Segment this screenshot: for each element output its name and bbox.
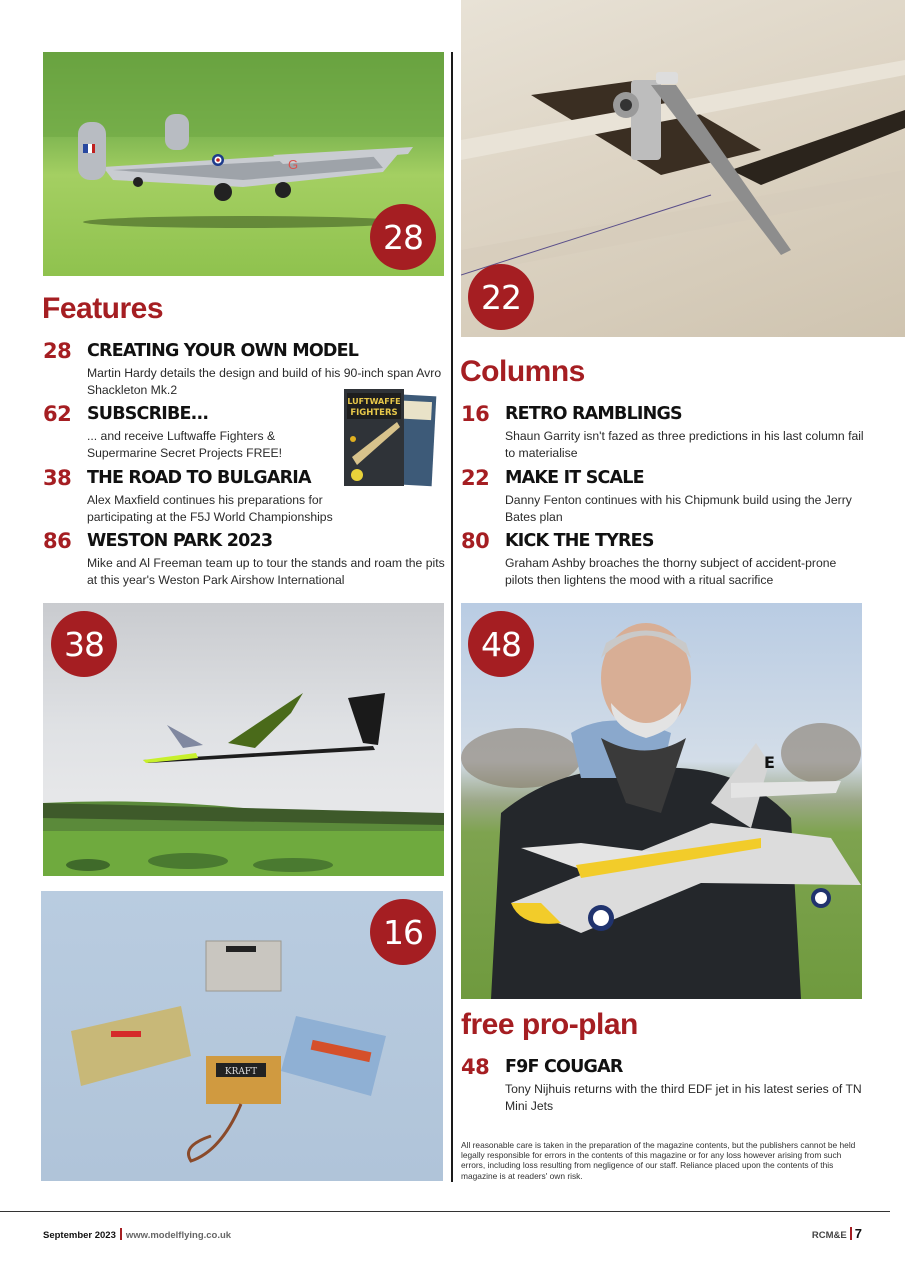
photo-f9f-cougar [461, 603, 862, 999]
column-divider [451, 52, 453, 1182]
entry-page-number: 22 [461, 466, 490, 490]
svg-text:E: E [764, 753, 775, 772]
entry-page-number: 86 [43, 529, 72, 553]
entry-description: Alex Maxfield continues his preparations for participating at the F5J World Championships [87, 493, 333, 524]
entry-description: ... and receive Luftwaffe Fighters & Supermarine Secret Projects FREE! [87, 429, 283, 460]
entry-description: Mike and Al Freeman team up to tour the stands and roam the pits at this year's Weston Park Airshow International [87, 556, 445, 587]
entry-page-number: 48 [461, 1055, 490, 1079]
page-badge-38: 38 [51, 611, 117, 677]
svg-text:G: G [288, 157, 299, 172]
page-badge-16: 16 [370, 899, 436, 965]
svg-text:LUFTWAFFE: LUFTWAFFE [347, 397, 401, 406]
entry-title: KICK THE TYRES [505, 531, 654, 551]
page-badge-48: 48 [468, 611, 534, 677]
feature-entry[interactable] [43, 529, 445, 587]
entry-description: Shaun Garrity isn't fazed as three predictions in his last column fail to materialise [505, 429, 864, 460]
footer-left [43, 1228, 231, 1241]
entry-page-number: 16 [461, 402, 490, 426]
column-entry[interactable] [461, 466, 866, 524]
feature-entry[interactable] [43, 339, 443, 397]
entry-title: F9F COUGAR [505, 1057, 623, 1077]
pro-plan-heading: free pro-plan [461, 1008, 638, 1041]
photo-shackleton [43, 52, 444, 276]
feature-entry[interactable] [43, 402, 333, 460]
entry-page-number: 28 [43, 339, 72, 363]
column-entry[interactable] [461, 529, 866, 587]
entry-description: Tony Nijhuis returns with the third EDF jet in his latest series of TN Mini Jets [505, 1082, 862, 1113]
entry-title: CREATING YOUR OWN MODEL [87, 341, 359, 361]
entry-title: WESTON PARK 2023 [87, 531, 273, 551]
footer-separator [850, 1227, 852, 1240]
svg-text:FIGHTERS: FIGHTERS [350, 408, 398, 418]
photo-vintage-servos [41, 891, 443, 1181]
pro-plan-entry[interactable] [461, 1055, 866, 1113]
columns-heading: Columns [460, 355, 585, 388]
column-entry[interactable] [461, 402, 866, 460]
photo-glider [43, 603, 444, 876]
page-badge-22: 22 [468, 264, 534, 330]
entry-description: Graham Ashby broaches the thorny subject of accident-prone pilots then lightens the mood with a ritual sacrifice [505, 556, 837, 587]
entry-title: SUBSCRIBE... [87, 404, 209, 424]
entry-page-number: 80 [461, 529, 490, 553]
page-number: 7 [854, 1226, 862, 1241]
svg-text:KRAFT: KRAFT [224, 1067, 258, 1077]
entry-page-number: 38 [43, 466, 72, 490]
features-heading: Features [42, 292, 164, 325]
feature-entry[interactable] [43, 466, 363, 524]
page-badge-28: 28 [370, 204, 436, 270]
entry-title: MAKE IT SCALE [505, 468, 644, 488]
disclaimer-text: All reasonable care is taken in the preparation of the magazine contents, but the publishers cannot be held legally responsible for errors in the contents of this magazine or for any loss however arising from such errors, including loss resulting from negligence of our staff. Reliance placed upon the contents of this magazine is at readers' own risk. [461, 1140, 856, 1181]
magazine-name: RCM&E [811, 1230, 847, 1241]
footer-separator [120, 1228, 122, 1240]
footer-rule [0, 1211, 890, 1212]
issue-date: September 2023 [43, 1230, 116, 1241]
entry-title: RETRO RAMBLINGS [505, 404, 682, 424]
website-link[interactable]: www.modelflying.co.uk [125, 1230, 232, 1241]
photo-control-horn [461, 0, 905, 337]
entry-title: THE ROAD TO BULGARIA [87, 468, 311, 488]
entry-description: Danny Fenton continues with his Chipmunk build using the Jerry Bates plan [505, 493, 852, 524]
footer-right [812, 1225, 862, 1243]
entry-page-number: 62 [43, 402, 72, 426]
entry-description: Martin Hardy details the design and build of his 90-inch span Avro Shackleton Mk.2 [87, 366, 442, 397]
